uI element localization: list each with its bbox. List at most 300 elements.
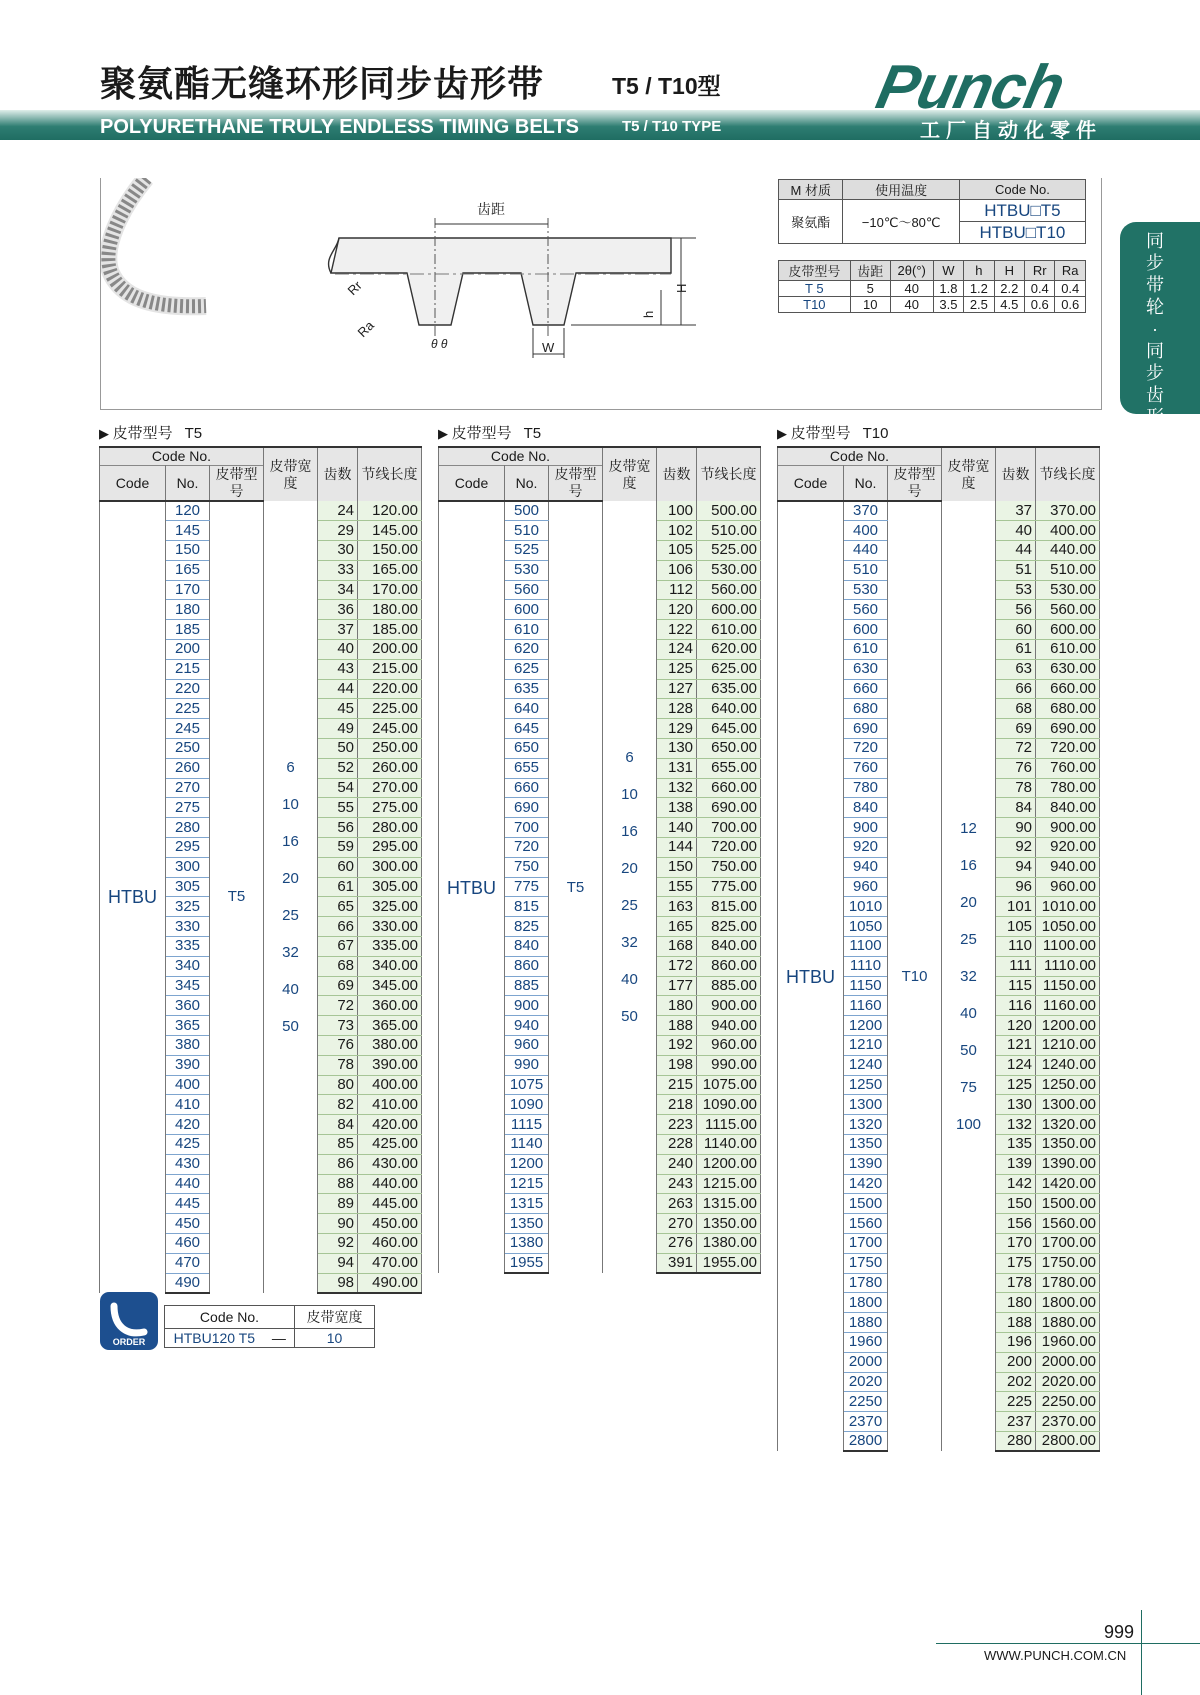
no-cell: 1420: [844, 1174, 888, 1194]
pitch-length-cell: 690.00: [1036, 719, 1100, 739]
teeth-cell: 24: [318, 501, 358, 521]
teeth-cell: 44: [318, 679, 358, 699]
teeth-cell: 76: [996, 758, 1036, 778]
triangle-bullet-icon: ▶: [438, 426, 452, 441]
no-cell: 1200: [505, 1154, 549, 1174]
header-code: Code: [100, 466, 166, 502]
teeth-cell: 112: [657, 580, 697, 600]
pitch-length-cell: 1880.00: [1036, 1313, 1100, 1333]
no-cell: 940: [844, 857, 888, 877]
no-cell: 600: [505, 600, 549, 620]
pitch-length-cell: 920.00: [1036, 838, 1100, 858]
teeth-cell: 68: [996, 699, 1036, 719]
no-cell: 150: [166, 541, 210, 561]
pitch-length-cell: 775.00: [697, 877, 761, 897]
no-cell: 330: [166, 917, 210, 937]
temp-header: 使用温度: [843, 180, 959, 200]
pitch-length-cell: 1050.00: [1036, 917, 1100, 937]
no-cell: 270: [166, 778, 210, 798]
header-code: Code: [439, 466, 505, 502]
pitch-length-cell: 940.00: [697, 1016, 761, 1036]
teeth-cell: 140: [657, 818, 697, 838]
pitch-length-cell: 600.00: [1036, 620, 1100, 640]
teeth-cell: 391: [657, 1253, 697, 1273]
teeth-cell: 68: [318, 956, 358, 976]
no-cell: 185: [166, 620, 210, 640]
pitch-length-cell: 390.00: [358, 1055, 422, 1075]
width-value: 25: [621, 897, 638, 915]
teeth-cell: 116: [996, 996, 1036, 1016]
footer-url[interactable]: WWW.PUNCH.COM.CN: [984, 1648, 1127, 1663]
pitch-length-cell: 185.00: [358, 620, 422, 640]
header-width: 皮带宽度: [942, 447, 996, 501]
pitch-length-cell: 1955.00: [697, 1253, 761, 1273]
teeth-cell: 124: [657, 640, 697, 660]
pitch-length-cell: 430.00: [358, 1154, 422, 1174]
spec-cell: 0.4: [1055, 281, 1086, 297]
teeth-cell: 110: [996, 937, 1036, 957]
pitch-length-cell: 120.00: [358, 501, 422, 521]
spec-header: Ra: [1055, 261, 1086, 281]
width-value: 100: [956, 1115, 982, 1133]
spec-cell: 10: [850, 297, 890, 313]
no-cell: 1700: [844, 1233, 888, 1253]
no-cell: 1250: [844, 1075, 888, 1095]
no-cell: 335: [166, 937, 210, 957]
pitch-length-cell: 1315.00: [697, 1194, 761, 1214]
teeth-cell: 84: [996, 798, 1036, 818]
pitch-length-cell: 260.00: [358, 758, 422, 778]
pitch-length-cell: 410.00: [358, 1095, 422, 1115]
pitch-length-cell: 180.00: [358, 600, 422, 620]
teeth-cell: 163: [657, 897, 697, 917]
pitch-length-cell: 170.00: [358, 580, 422, 600]
no-cell: 1750: [844, 1253, 888, 1273]
width-value: 20: [621, 860, 638, 878]
no-cell: 1075: [505, 1075, 549, 1095]
no-cell: 530: [844, 580, 888, 600]
pitch-length-cell: 420.00: [358, 1115, 422, 1135]
pitch-length-cell: 1300.00: [1036, 1095, 1100, 1115]
no-cell: 560: [844, 600, 888, 620]
teeth-cell: 40: [996, 521, 1036, 541]
pitch-length-cell: 1780.00: [1036, 1273, 1100, 1293]
teeth-cell: 175: [996, 1253, 1036, 1273]
teeth-cell: 223: [657, 1115, 697, 1135]
no-cell: 145: [166, 521, 210, 541]
footer-vertical-rule: [1141, 1610, 1142, 1695]
pitch-length-cell: 450.00: [358, 1214, 422, 1234]
teeth-cell: 130: [657, 739, 697, 759]
teeth-cell: 132: [996, 1115, 1036, 1135]
teeth-cell: 178: [996, 1273, 1036, 1293]
order-width-header: 皮带宽度: [295, 1306, 375, 1329]
pitch-length-cell: 2250.00: [1036, 1392, 1100, 1412]
pitch-length-cell: 655.00: [697, 758, 761, 778]
header-code-no: Code No.: [439, 447, 603, 466]
pitch-length-cell: 630.00: [1036, 659, 1100, 679]
header-no: No.: [844, 466, 888, 502]
no-cell: 610: [844, 640, 888, 660]
teeth-cell: 215: [657, 1075, 697, 1095]
teeth-cell: 61: [996, 640, 1036, 660]
no-cell: 215: [166, 659, 210, 679]
teeth-cell: 125: [657, 659, 697, 679]
teeth-cell: 56: [318, 818, 358, 838]
teeth-cell: 218: [657, 1095, 697, 1115]
teeth-cell: 86: [318, 1154, 358, 1174]
header-width: 皮带宽度: [264, 447, 318, 501]
width-value: 32: [282, 943, 299, 961]
page-number: 999: [1104, 1622, 1135, 1642]
teeth-cell: 59: [318, 838, 358, 858]
teeth-cell: 49: [318, 719, 358, 739]
pitch-length-cell: 1390.00: [1036, 1154, 1100, 1174]
page-title-type: T5 / T10型: [612, 73, 721, 99]
teeth-cell: 280: [996, 1431, 1036, 1451]
page-title-en-type: T5 / T10 TYPE: [622, 118, 722, 135]
no-cell: 325: [166, 897, 210, 917]
pitch-length-cell: 825.00: [697, 917, 761, 937]
belt-type-cell: T10: [888, 501, 942, 1451]
teeth-cell: 121: [996, 1036, 1036, 1056]
teeth-cell: 52: [318, 758, 358, 778]
spec-cell: 4.5: [994, 297, 1024, 313]
header-no: No.: [166, 466, 210, 502]
pitch-length-cell: 900.00: [1036, 818, 1100, 838]
code-t10: HTBU□T10: [959, 222, 1085, 244]
teeth-cell: 67: [318, 937, 358, 957]
width-value: 10: [282, 795, 299, 813]
teeth-cell: 84: [318, 1115, 358, 1135]
width-value: 40: [282, 980, 299, 998]
pitch-length-cell: 750.00: [697, 857, 761, 877]
section-heading-type: T10: [862, 425, 889, 442]
pitch-length-cell: 145.00: [358, 521, 422, 541]
no-cell: 525: [505, 541, 549, 561]
spec-row-t5: [779, 281, 1086, 297]
width-value: 12: [960, 819, 977, 837]
teeth-cell: 69: [996, 719, 1036, 739]
section-heading-type: T5: [523, 425, 542, 442]
pitch-length-cell: 330.00: [358, 917, 422, 937]
no-cell: 1215: [505, 1174, 549, 1194]
no-cell: 180: [166, 600, 210, 620]
teeth-cell: 131: [657, 758, 697, 778]
header-teeth: 齿数: [996, 447, 1036, 501]
no-cell: 840: [844, 798, 888, 818]
pitch-length-cell: 650.00: [697, 739, 761, 759]
pitch-length-cell: 990.00: [697, 1055, 761, 1075]
no-cell: 1050: [844, 917, 888, 937]
no-cell: 400: [166, 1075, 210, 1095]
pitch-length-cell: 960.00: [697, 1036, 761, 1056]
section-heading: [438, 422, 541, 443]
spec-cell: 0.6: [1055, 297, 1086, 313]
pitch-length-cell: 225.00: [358, 699, 422, 719]
no-cell: 860: [505, 956, 549, 976]
teeth-cell: 92: [996, 838, 1036, 858]
no-cell: 1200: [844, 1016, 888, 1036]
temp-value: −10℃～80℃: [843, 200, 959, 244]
pitch-length-cell: 2800.00: [1036, 1431, 1100, 1451]
no-cell: 400: [844, 521, 888, 541]
section-heading-label: 皮带型号: [790, 425, 851, 442]
no-cell: 445: [166, 1194, 210, 1214]
teeth-cell: 66: [996, 679, 1036, 699]
side-tab-label: 同步带轮·同步齿形带: [1146, 231, 1164, 449]
pitch-length-cell: 445.00: [358, 1194, 422, 1214]
teeth-cell: 156: [996, 1214, 1036, 1234]
pitch-length-cell: 860.00: [697, 956, 761, 976]
pitch-length-cell: 700.00: [697, 818, 761, 838]
teeth-cell: 129: [657, 719, 697, 739]
pitch-length-cell: 940.00: [1036, 857, 1100, 877]
order-code-header: Code No.: [165, 1306, 295, 1329]
no-cell: 380: [166, 1036, 210, 1056]
spec-header: h: [964, 261, 994, 281]
no-cell: 1010: [844, 897, 888, 917]
page-title-en: POLYURETHANE TRULY ENDLESS TIMING BELTS: [100, 116, 579, 138]
side-tab[interactable]: [1120, 222, 1200, 449]
no-cell: 390: [166, 1055, 210, 1075]
teeth-cell: 96: [996, 877, 1036, 897]
pitch-length-cell: 720.00: [697, 838, 761, 858]
no-cell: 900: [844, 818, 888, 838]
teeth-cell: 105: [996, 917, 1036, 937]
no-cell: 625: [505, 659, 549, 679]
order-code: HTBU120 T5: [165, 1329, 264, 1348]
radius-Ra-label: Ra: [354, 317, 377, 341]
spec-cell: 3.5: [933, 297, 963, 313]
pitch-length-cell: 840.00: [697, 937, 761, 957]
pitch-length-cell: 1560.00: [1036, 1214, 1100, 1234]
teeth-cell: 63: [996, 659, 1036, 679]
width-value: 16: [621, 823, 638, 841]
width-value: 40: [621, 971, 638, 989]
pitch-length-cell: 525.00: [697, 541, 761, 561]
belt-tooth-outline: [331, 238, 671, 325]
no-cell: 620: [505, 640, 549, 660]
teeth-cell: 94: [318, 1253, 358, 1273]
pitch-length-cell: 305.00: [358, 877, 422, 897]
header-pitch-length: 节线长度: [358, 447, 422, 501]
pitch-length-cell: 470.00: [358, 1253, 422, 1273]
pitch-length-cell: 270.00: [358, 778, 422, 798]
width-cell: [264, 501, 318, 1293]
brand-subtitle: 工厂自动化零件: [920, 120, 1102, 142]
pitch-length-cell: 645.00: [697, 719, 761, 739]
teeth-cell: 120: [996, 1016, 1036, 1036]
pitch-length-cell: 1800.00: [1036, 1293, 1100, 1313]
pitch-length-cell: 780.00: [1036, 778, 1100, 798]
pitch-length-cell: 610.00: [1036, 640, 1100, 660]
pitch-length-cell: 500.00: [697, 501, 761, 521]
no-cell: 440: [844, 541, 888, 561]
pitch-length-cell: 460.00: [358, 1233, 422, 1253]
teeth-cell: 168: [657, 937, 697, 957]
width-value: 16: [960, 856, 977, 874]
header-pitch-length: 节线长度: [1036, 447, 1100, 501]
teeth-cell: 60: [996, 620, 1036, 640]
pitch-length-cell: 600.00: [697, 600, 761, 620]
no-cell: 1955: [505, 1253, 549, 1273]
teeth-cell: 155: [657, 877, 697, 897]
pitch-length-cell: 250.00: [358, 739, 422, 759]
pitch-length-cell: 815.00: [697, 897, 761, 917]
pitch-length-cell: 610.00: [697, 620, 761, 640]
no-cell: 500: [505, 501, 549, 521]
no-cell: 430: [166, 1154, 210, 1174]
pitch-length-cell: 360.00: [358, 996, 422, 1016]
teeth-cell: 128: [657, 699, 697, 719]
no-cell: 1210: [844, 1036, 888, 1056]
order-width: 10: [295, 1329, 375, 1348]
no-cell: 640: [505, 699, 549, 719]
width-value: 20: [960, 893, 977, 911]
pitch-length-cell: 640.00: [697, 699, 761, 719]
pitch-length-cell: 245.00: [358, 719, 422, 739]
teeth-cell: 177: [657, 976, 697, 996]
no-cell: 560: [505, 580, 549, 600]
no-cell: 660: [505, 778, 549, 798]
spec-header: 2θ(°): [890, 261, 933, 281]
belt-table-3: [777, 446, 1100, 1452]
pitch-length-cell: 300.00: [358, 857, 422, 877]
teeth-cell: 85: [318, 1135, 358, 1155]
no-cell: 635: [505, 679, 549, 699]
pitch-length-cell: 1075.00: [697, 1075, 761, 1095]
no-cell: 825: [505, 917, 549, 937]
pitch-length-cell: 325.00: [358, 897, 422, 917]
order-dash: —: [264, 1329, 295, 1348]
no-cell: 815: [505, 897, 549, 917]
teeth-cell: 142: [996, 1174, 1036, 1194]
teeth-cell: 135: [996, 1135, 1036, 1155]
section-heading: [777, 422, 888, 443]
teeth-cell: 225: [996, 1392, 1036, 1412]
no-cell: 1300: [844, 1095, 888, 1115]
pitch-length-cell: 2370.00: [1036, 1412, 1100, 1432]
no-cell: 260: [166, 758, 210, 778]
no-cell: 610: [505, 620, 549, 640]
angle-theta-label: θ θ: [431, 337, 448, 351]
pitch-length-cell: 280.00: [358, 818, 422, 838]
teeth-cell: 188: [996, 1313, 1036, 1333]
no-cell: 720: [844, 739, 888, 759]
pitch-length-cell: 660.00: [697, 778, 761, 798]
belt-table-1: [99, 446, 422, 1294]
table-row: [778, 501, 1100, 521]
pitch-length-cell: 1160.00: [1036, 996, 1100, 1016]
code-cell: HTBU: [100, 501, 166, 1293]
teeth-cell: 51: [996, 560, 1036, 580]
pitch-length-cell: 200.00: [358, 640, 422, 660]
pitch-length-cell: 530.00: [1036, 580, 1100, 600]
teeth-cell: 192: [657, 1036, 697, 1056]
no-cell: 220: [166, 679, 210, 699]
teeth-cell: 89: [318, 1194, 358, 1214]
no-cell: 720: [505, 838, 549, 858]
pitch-length-cell: 400.00: [1036, 521, 1100, 541]
teeth-cell: 180: [657, 996, 697, 1016]
pitch-length-cell: 760.00: [1036, 758, 1100, 778]
header-belt-type: 皮带型号: [888, 466, 942, 502]
section-heading-label: 皮带型号: [451, 425, 512, 442]
width-value: 50: [282, 1017, 299, 1035]
pitch-length-cell: 440.00: [1036, 541, 1100, 561]
teeth-cell: 66: [318, 917, 358, 937]
section-heading-type: T5: [184, 425, 203, 442]
pitch-length-cell: 625.00: [697, 659, 761, 679]
no-cell: 2000: [844, 1352, 888, 1372]
pitch-length-cell: 690.00: [697, 798, 761, 818]
teeth-cell: 30: [318, 541, 358, 561]
pitch-length-cell: 2000.00: [1036, 1352, 1100, 1372]
no-cell: 1350: [505, 1214, 549, 1234]
no-cell: 690: [844, 719, 888, 739]
no-cell: 1500: [844, 1194, 888, 1214]
teeth-cell: 150: [996, 1194, 1036, 1214]
teeth-cell: 165: [657, 917, 697, 937]
no-cell: 225: [166, 699, 210, 719]
no-cell: 650: [505, 739, 549, 759]
spec-header: W: [933, 261, 963, 281]
no-cell: 750: [505, 857, 549, 877]
teeth-cell: 37: [318, 620, 358, 640]
teeth-cell: 139: [996, 1154, 1036, 1174]
teeth-cell: 228: [657, 1135, 697, 1155]
teeth-cell: 82: [318, 1095, 358, 1115]
teeth-cell: 92: [318, 1233, 358, 1253]
teeth-cell: 188: [657, 1016, 697, 1036]
teeth-cell: 34: [318, 580, 358, 600]
teeth-cell: 56: [996, 600, 1036, 620]
no-cell: 960: [844, 877, 888, 897]
pitch-length-cell: 165.00: [358, 560, 422, 580]
teeth-cell: 90: [996, 818, 1036, 838]
no-cell: 300: [166, 857, 210, 877]
no-cell: 245: [166, 719, 210, 739]
pitch-length-cell: 2020.00: [1036, 1372, 1100, 1392]
pitch-length-cell: 720.00: [1036, 739, 1100, 759]
width-value: 16: [282, 832, 299, 850]
no-cell: 305: [166, 877, 210, 897]
pitch-length-cell: 1380.00: [697, 1233, 761, 1253]
header-code: Code: [778, 466, 844, 502]
no-cell: 450: [166, 1214, 210, 1234]
no-cell: 275: [166, 798, 210, 818]
teeth-cell: 138: [657, 798, 697, 818]
teeth-cell: 150: [657, 857, 697, 877]
spec-table: [778, 260, 1086, 313]
no-cell: 920: [844, 838, 888, 858]
teeth-cell: 72: [996, 739, 1036, 759]
teeth-cell: 198: [657, 1055, 697, 1075]
teeth-cell: 243: [657, 1174, 697, 1194]
teeth-cell: 44: [996, 541, 1036, 561]
teeth-cell: 100: [657, 501, 697, 521]
pitch-label: 齿距: [477, 201, 505, 217]
pitch-length-cell: 1700.00: [1036, 1233, 1100, 1253]
pitch-length-cell: 635.00: [697, 679, 761, 699]
teeth-cell: 65: [318, 897, 358, 917]
spec-row-t10: [779, 297, 1086, 313]
pitch-length-cell: 1500.00: [1036, 1194, 1100, 1214]
pitch-length-cell: 1140.00: [697, 1135, 761, 1155]
pitch-length-cell: 1110.00: [1036, 956, 1100, 976]
width-value: 20: [282, 869, 299, 887]
